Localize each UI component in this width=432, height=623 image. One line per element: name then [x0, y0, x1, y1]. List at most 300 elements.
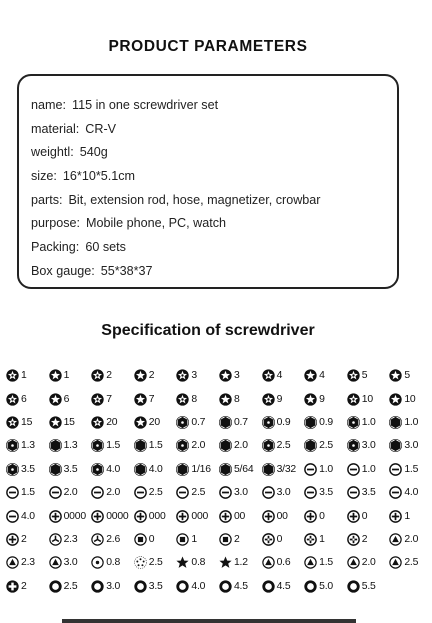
bit-size-label: 2.5: [148, 487, 163, 499]
bit-spec-item: [6, 463, 49, 476]
bit-spec-item: [6, 486, 49, 499]
bit-size-label: 4.0: [21, 510, 35, 522]
bit-spec-item: [219, 439, 262, 452]
hex-icon: [262, 463, 275, 476]
bit-spec-item: [91, 533, 134, 546]
phillips-icon: [6, 533, 19, 546]
bit-spec-item: [219, 580, 262, 593]
bit-size-label: 7: [106, 393, 112, 405]
bit-size-label: 2.5: [319, 440, 334, 452]
bit-size-label: 3.0: [361, 440, 376, 452]
hex-icon: [219, 416, 232, 429]
bit-size-label: 2: [21, 580, 27, 592]
torx-icon: [389, 393, 402, 406]
bit-size-label: 8: [191, 393, 197, 405]
hex-icon: [304, 439, 317, 452]
bit-spec-item: [262, 486, 305, 499]
bit-spec-item: [91, 439, 134, 452]
param-row-size: [31, 165, 397, 189]
hex-hole-icon: [347, 416, 360, 429]
ring-icon: [347, 580, 360, 593]
bit-spec-item: [219, 416, 262, 429]
bit-size-label: 3.0: [106, 580, 121, 592]
bit-spec-item: [134, 439, 177, 452]
bit-size-label: 3.5: [21, 463, 35, 475]
param-value: Mobile phone, PC, watch: [86, 216, 227, 231]
hex-icon: [134, 439, 147, 452]
bit-spec-item: [219, 393, 262, 406]
bit-spec-item: [49, 556, 92, 569]
bit-size-label: 00: [233, 510, 246, 522]
bit-spec-item: [49, 393, 92, 406]
torx-security-icon: [6, 416, 19, 429]
slot-icon: [49, 486, 62, 499]
bit-spec-item: [389, 556, 432, 569]
param-value: 16*10*5.1cm: [62, 169, 136, 184]
hex-icon: [389, 416, 402, 429]
param-label: material:: [31, 121, 80, 136]
torx-security-icon: [91, 393, 104, 406]
hex-icon: [219, 463, 232, 476]
bit-size-label: 2.0: [63, 487, 78, 499]
bit-size-label: 2.0: [233, 440, 248, 452]
dot-icon: [91, 556, 104, 569]
slot-icon: [304, 486, 317, 499]
bit-size-label: 4.5: [233, 580, 248, 592]
hex-hole-icon: [91, 439, 104, 452]
bit-spec-item: [389, 439, 432, 452]
bit-size-label: 000: [191, 510, 209, 522]
bit-size-label: 4: [276, 370, 283, 382]
spec-row: [6, 528, 419, 551]
bit-spec-item: [176, 439, 219, 452]
bit-size-label: 3: [191, 370, 197, 382]
torx-icon: [304, 369, 317, 382]
bit-spec-item: [49, 439, 92, 452]
triangle-icon: [389, 556, 402, 569]
phillips-icon: [389, 510, 402, 523]
hex-icon: [134, 463, 147, 476]
torx-icon: [49, 369, 62, 382]
bit-size-label: 1.2: [233, 557, 248, 569]
param-label: parts:: [31, 192, 63, 207]
bit-spec-item: [219, 510, 262, 523]
hex-hole-icon: [6, 439, 19, 452]
bit-spec-item: [176, 533, 219, 546]
bit-spec-item: [347, 369, 390, 382]
ring-icon: [49, 580, 62, 593]
bit-spec-item: [304, 393, 347, 406]
phillips-icon: [176, 510, 189, 523]
bit-spec-item: [91, 580, 134, 593]
torx-security-icon: [6, 369, 19, 382]
bit-size-label: 2.0: [404, 533, 419, 545]
torx-icon: [219, 393, 232, 406]
hex-icon: [176, 463, 189, 476]
bit-spec-item: [134, 533, 177, 546]
hex-icon: [389, 439, 402, 452]
param-label: Box gauge:: [31, 263, 95, 278]
bit-spec-item: [6, 533, 49, 546]
param-row-parts: [31, 189, 397, 213]
bit-size-label: 0: [148, 533, 155, 545]
bit-size-label: 4.0: [191, 580, 206, 592]
bit-size-label: 0000: [63, 510, 86, 522]
triangle-icon: [347, 556, 360, 569]
spec-row: [6, 481, 419, 504]
ring-icon: [134, 580, 147, 593]
triangle-icon: [6, 556, 19, 569]
param-label: weightl:: [31, 145, 74, 160]
bit-size-label: 1/16: [191, 463, 211, 475]
bit-spec-item: [262, 463, 305, 476]
bit-size-label: 15: [21, 416, 33, 428]
bit-size-label: 15: [63, 416, 75, 428]
hex-icon: [49, 463, 62, 476]
spec-row: [6, 504, 414, 527]
bit-spec-item: [91, 416, 134, 429]
tri-wing-icon: [49, 533, 62, 546]
bit-spec-item: [6, 369, 49, 382]
bit-size-label: 3.0: [63, 557, 78, 569]
bit-size-label: 2.5: [191, 487, 206, 499]
hex-hole-icon: [176, 416, 189, 429]
bit-spec-item: [304, 439, 347, 452]
bit-size-label: 2.0: [106, 487, 121, 499]
bit-spec-item: [389, 510, 432, 523]
bit-spec-item: [176, 369, 219, 382]
bit-spec-item: [389, 486, 432, 499]
bit-spec-item: [91, 556, 134, 569]
bit-spec-item: [134, 510, 177, 523]
bit-size-label: 2: [21, 533, 27, 545]
param-label: name:: [31, 98, 67, 112]
param-label: Packing:: [31, 240, 80, 255]
bit-spec-item: [389, 533, 432, 546]
bit-spec-item: [347, 533, 390, 546]
slot-icon: [389, 486, 402, 499]
bit-size-label: 3.5: [148, 580, 163, 592]
bit-spec-item: [176, 510, 219, 523]
bit-spec-item: [304, 416, 347, 429]
phillips-icon: [347, 510, 360, 523]
bit-size-label: 1: [63, 370, 70, 382]
ring-icon: [176, 580, 189, 593]
page-title: PRODUCT PARAMETERS: [108, 38, 308, 55]
tri-wing-icon: [91, 533, 104, 546]
torx-security-icon: [176, 393, 189, 406]
pentalobe-dots-icon: [134, 556, 147, 569]
ring-icon: [262, 580, 275, 593]
param-value: CR-V: [85, 121, 117, 136]
hex-icon: [304, 416, 317, 429]
bit-spec-item: [176, 486, 219, 499]
bit-size-label: 0.8: [191, 557, 206, 569]
bit-size-label: 2: [148, 370, 155, 382]
bit-spec-item: [262, 416, 305, 429]
bit-size-label: 3.0: [233, 487, 248, 499]
torx-security-icon: [262, 393, 275, 406]
phillips-y-icon: [262, 533, 275, 546]
slot-icon: [262, 486, 275, 499]
cross-bold-icon: [6, 580, 19, 593]
torx-security-icon: [262, 369, 275, 382]
bit-size-label: 2.0: [191, 440, 206, 452]
param-value: 115 in one screwdriver set: [72, 98, 219, 112]
bit-size-label: 4: [319, 370, 325, 382]
bit-size-label: 2: [106, 370, 112, 382]
bit-size-label: 0: [319, 510, 325, 522]
bit-size-label: 1: [191, 533, 197, 545]
param-row-packing: [31, 236, 397, 260]
bit-spec-item: [49, 580, 92, 593]
torx-icon: [49, 393, 62, 406]
bit-spec-item: [389, 416, 432, 429]
spec-row: [6, 411, 419, 434]
bit-spec-item: [176, 393, 219, 406]
bit-spec-item: [134, 556, 177, 569]
bit-size-label: 1: [21, 370, 27, 382]
bit-size-label: 5: [404, 370, 410, 382]
bit-spec-item: [262, 580, 305, 593]
param-value: 540g: [79, 145, 108, 160]
bit-size-label: 1.0: [319, 463, 334, 475]
bit-spec-item: [91, 463, 134, 476]
bit-spec-item: [134, 393, 177, 406]
bit-size-label: 0.8: [106, 557, 121, 569]
bit-size-label: 2: [361, 533, 368, 545]
bit-size-label: 1.5: [319, 557, 334, 569]
bit-spec-item: [6, 416, 49, 429]
phillips-y-icon: [304, 533, 317, 546]
bit-spec-item: [347, 463, 390, 476]
bit-size-label: 0.9: [319, 416, 334, 428]
bit-spec-item: [262, 510, 305, 523]
bit-spec-item: [347, 580, 390, 593]
bit-spec-item: [49, 533, 92, 546]
bit-spec-item: [304, 510, 347, 523]
bit-spec-item: [6, 393, 49, 406]
bit-spec-item: [6, 556, 49, 569]
bit-spec-item: [91, 369, 134, 382]
bit-size-label: 1.0: [361, 463, 376, 475]
bit-size-label: 4.5: [276, 580, 291, 592]
bottom-divider: [62, 619, 356, 623]
bit-spec-item: [176, 580, 219, 593]
bit-spec-item: [262, 439, 305, 452]
torx-security-icon: [91, 369, 104, 382]
bit-spec-item: [91, 486, 134, 499]
phillips-icon: [219, 510, 232, 523]
bit-spec-item: [219, 463, 262, 476]
param-value: Bit, extension rod, hose, magnetizer, crowbar: [68, 192, 321, 207]
bit-size-label: 6: [21, 393, 27, 405]
param-row-purpose: [31, 212, 397, 236]
bit-spec-item: [49, 510, 92, 523]
spec-row: [6, 387, 414, 410]
bit-size-label: 1.3: [63, 440, 78, 452]
bit-size-label: 6: [63, 393, 70, 405]
bit-spec-item: [389, 393, 432, 406]
slot-icon: [347, 463, 360, 476]
bit-size-label: 9: [276, 393, 283, 405]
torx-security-icon: [347, 393, 360, 406]
bit-size-label: 3.5: [361, 487, 376, 499]
torx-icon: [134, 393, 147, 406]
bit-size-label: 2.5: [276, 440, 291, 452]
param-row-name: [31, 94, 397, 118]
square-icon: [134, 533, 147, 546]
bit-size-label: 1: [404, 510, 410, 522]
bit-size-label: 3.5: [63, 463, 78, 475]
square-icon: [219, 533, 232, 546]
slot-icon: [389, 463, 402, 476]
triangle-icon: [262, 556, 275, 569]
bit-size-label: 2.5: [148, 557, 163, 569]
bit-spec-item: [6, 580, 49, 593]
slot-icon: [134, 486, 147, 499]
param-label: size:: [31, 169, 57, 184]
bit-spec-item: [219, 369, 262, 382]
bit-spec-item: [347, 556, 390, 569]
hex-icon: [219, 439, 232, 452]
bit-spec-item: [262, 369, 305, 382]
bit-spec-item: [219, 556, 262, 569]
bit-spec-item: [176, 416, 219, 429]
bit-size-label: 20: [148, 416, 160, 428]
bit-size-label: 0: [276, 533, 283, 545]
slot-icon: [91, 486, 104, 499]
bit-spec-item: [262, 533, 305, 546]
torx-icon: [49, 416, 62, 429]
spec-row: [6, 458, 419, 481]
spec-row: [6, 551, 419, 574]
bit-size-label: 5.0: [319, 580, 334, 592]
star-icon: [176, 556, 189, 569]
bit-spec-item: [347, 393, 390, 406]
bit-spec-item: [304, 369, 347, 382]
bit-spec-item: [219, 533, 262, 546]
bit-size-label: 2.3: [63, 533, 78, 545]
bit-size-label: 2: [233, 533, 240, 545]
bit-size-label: 3: [233, 370, 240, 382]
bit-size-label: 7: [148, 393, 155, 405]
square-icon: [176, 533, 189, 546]
slot-icon: [6, 510, 19, 523]
bit-size-label: 0.7: [233, 416, 248, 428]
bit-spec-item: [304, 463, 347, 476]
bit-spec-item: [6, 510, 49, 523]
bit-size-label: 8: [233, 393, 240, 405]
spec-row: [6, 434, 419, 457]
bit-size-label: 1: [319, 533, 325, 545]
bit-spec-item: [134, 580, 177, 593]
bit-spec-item: [91, 393, 134, 406]
bit-spec-item: [49, 416, 92, 429]
hex-hole-icon: [262, 416, 275, 429]
param-value: 55*38*37: [100, 263, 153, 278]
param-row-weight: [31, 141, 397, 165]
triangle-icon: [389, 533, 402, 546]
bit-spec-item: [134, 463, 177, 476]
triangle-icon: [49, 556, 62, 569]
phillips-icon: [262, 510, 275, 523]
bit-spec-grid: [6, 364, 419, 598]
bit-spec-item: [176, 556, 219, 569]
bit-size-label: 0: [361, 510, 368, 522]
bit-size-label: 3.0: [276, 487, 291, 499]
param-value: 60 sets: [85, 240, 126, 255]
ring-icon: [219, 580, 232, 593]
phillips-icon: [91, 510, 104, 523]
bit-spec-item: [176, 463, 219, 476]
bit-size-label: 1.5: [21, 487, 35, 499]
hex-hole-icon: [347, 439, 360, 452]
bit-size-label: 000: [148, 510, 166, 522]
bit-spec-item: [389, 369, 432, 382]
bit-spec-item: [134, 486, 177, 499]
bit-spec-item: [389, 463, 432, 476]
bit-spec-item: [134, 416, 177, 429]
torx-icon: [389, 369, 402, 382]
bit-size-label: 4.0: [148, 463, 163, 475]
bit-spec-item: [262, 393, 305, 406]
bit-size-label: 0.9: [276, 416, 291, 428]
bit-size-label: 2.6: [106, 533, 121, 545]
torx-icon: [134, 416, 147, 429]
phillips-y-icon: [347, 533, 360, 546]
bit-spec-item: [304, 580, 347, 593]
bit-size-label: 4.0: [404, 487, 419, 499]
bit-size-label: 3/32: [276, 463, 296, 475]
bit-size-label: 1.0: [404, 416, 419, 428]
bit-size-label: 1.3: [21, 440, 35, 452]
bit-size-label: 20: [106, 416, 118, 428]
spec-row: [6, 575, 414, 598]
slot-icon: [176, 486, 189, 499]
bit-size-label: 10: [404, 393, 416, 405]
bit-size-label: 1.5: [404, 463, 419, 475]
bit-size-label: 3.0: [404, 440, 419, 452]
bit-size-label: 0000: [106, 510, 129, 522]
torx-icon: [134, 369, 147, 382]
ring-icon: [91, 580, 104, 593]
bit-size-label: 00: [276, 510, 288, 522]
hex-hole-icon: [262, 439, 275, 452]
bit-size-label: 0.6: [276, 557, 291, 569]
star-icon: [219, 556, 232, 569]
bit-size-label: 5.5: [361, 580, 376, 592]
bit-size-label: 10: [361, 393, 373, 405]
torx-icon: [304, 393, 317, 406]
bit-spec-item: [304, 533, 347, 546]
bit-spec-item: [49, 369, 92, 382]
slot-icon: [304, 463, 317, 476]
phillips-icon: [134, 510, 147, 523]
bit-size-label: 5/64: [233, 463, 254, 475]
hex-hole-icon: [176, 439, 189, 452]
bit-spec-item: [347, 510, 390, 523]
param-label: purpose:: [31, 216, 81, 231]
slot-icon: [219, 486, 232, 499]
bit-size-label: 1.5: [148, 440, 163, 452]
bit-size-label: 5: [361, 370, 368, 382]
hex-icon: [49, 439, 62, 452]
slot-icon: [6, 486, 19, 499]
bit-spec-item: [347, 439, 390, 452]
bit-spec-item: [134, 369, 177, 382]
bit-size-label: 9: [319, 393, 325, 405]
